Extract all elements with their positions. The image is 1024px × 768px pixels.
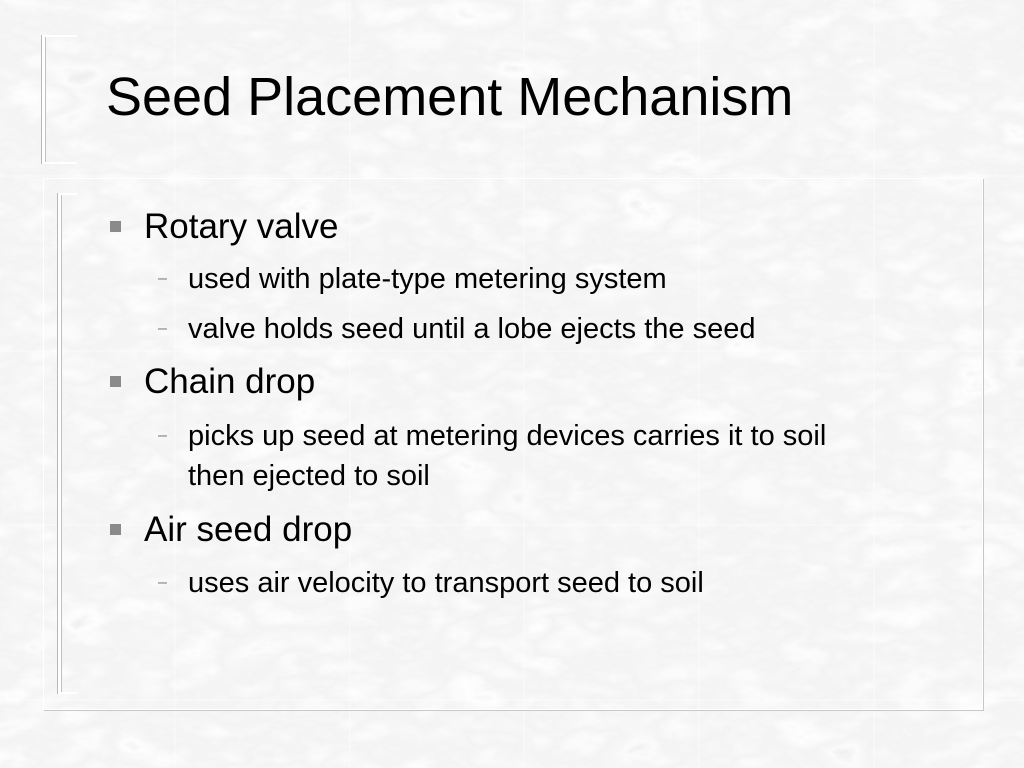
slide-title: Seed Placement Mechanism (106, 67, 794, 127)
square-bullet-icon (110, 221, 121, 232)
dash-bullet-icon: – (158, 427, 167, 444)
sub-bullet-text: then ejected to soil (188, 460, 430, 492)
square-bullet-icon (110, 376, 121, 387)
sub-bullet-item (158, 563, 704, 603)
dash-bullet-icon: – (158, 270, 167, 287)
sub-bullet-continuation (188, 456, 430, 496)
bullet-text: Chain drop (144, 362, 316, 401)
sub-bullet-text: picks up seed at metering devices carries it to soil (188, 420, 827, 452)
sub-bullet-text: valve holds seed until a lobe ejects the seed (188, 313, 756, 345)
bullet-item (144, 362, 315, 402)
sub-bullet-item (158, 309, 756, 349)
sub-bullet-item (158, 259, 667, 299)
sub-bullet-text: used with plate-type metering system (188, 263, 667, 295)
bullet-text: Rotary valve (144, 207, 339, 246)
bullet-text: Air seed drop (144, 510, 353, 549)
square-bullet-icon (110, 524, 121, 535)
sub-bullet-item (158, 416, 827, 456)
content-frame-bracket (58, 193, 77, 694)
bullet-item (144, 207, 339, 247)
dash-bullet-icon: – (158, 574, 167, 591)
title-frame-bracket (42, 35, 77, 164)
dash-bullet-icon: – (158, 320, 167, 337)
bullet-item (144, 510, 352, 550)
sub-bullet-text: uses air velocity to transport seed to soil (188, 567, 704, 599)
